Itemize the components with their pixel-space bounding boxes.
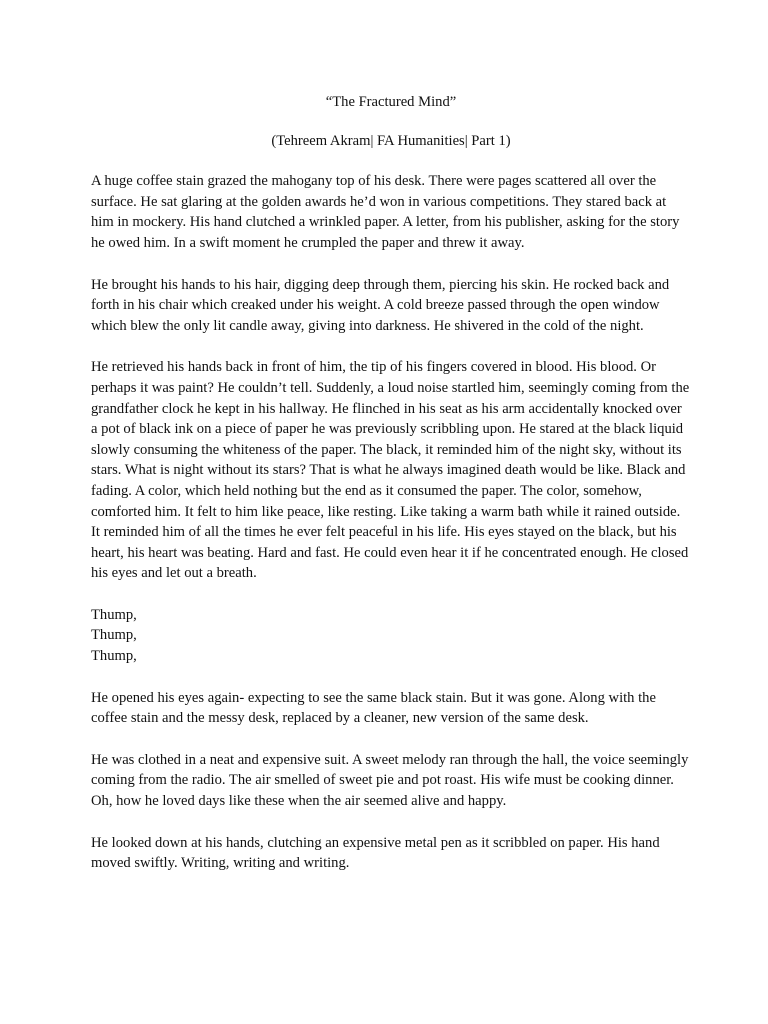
document-page (91, 92, 691, 895)
thump-line: Thump, (91, 648, 137, 665)
paragraph-2: He brought his hands to his hair, digging deep through them, piercing his skin. He rocked back and forth in his chair which creaked under his weight. A cold breeze passed through the open window which blew the only lit candle away, giving into darkness. He shivered in the cold of the night. (91, 276, 670, 334)
thump-line: Thump, (91, 606, 137, 623)
paragraph-1: A huge coffee stain grazed the mahogany top of his desk. There were pages scattered all over the surface. He sat glaring at the golden awards he’d won in various competitions. They stared back at him in mockery. His hand clutched a wrinkled paper. A letter, from his publisher, asking for the story he owed him. In a swift moment he crumpled the paper and threw it away. (91, 173, 680, 251)
paragraph-5: He was clothed in a neat and expensive suit. A sweet melody ran through the hall, the voice seemingly coming from the radio. The air smelled of sweet pie and pot roast. His wife must be cooking dinner. Oh, how he loved days like these when the air seemed alive and happy. (91, 751, 689, 810)
paragraph-3: He retrieved his hands back in front of him, the tip of his fingers covered in blood. His blood. Or perhaps it was paint? He couldn’t tell. Suddenly, a loud noise startled him, seemingly coming from the grandfather clock he kept in his hallway. He flinched in his seat as his arm accidentally knocked over a pot of black ink on a piece of paper he was previously scribbling upon. He stared at the black liquid slowly consuming the whiteness of the paper. The black, it reminded him of the night sky, without its stars. What is night without its stars? That is what he always imagined death would be like. Black and fading. A color, which held nothing but the end as it consumed the paper. The color, somehow, comforted him. It felt to him like peace, like resting. Like taking a warm bath while it rained outside. It reminded him of all the times he ever felt peaceful in his life. His eyes stayed on the black, but his heart, his heart was beating. Hard and fast. He could even hear it if he concentrated enough. He closed his eyes and let out a breath. (91, 359, 690, 582)
story-title: “The Fractured Mind” (325, 94, 457, 110)
author-line: (Tehreem Akram| FA Humanities| Part 1) (271, 132, 511, 149)
paragraph-4: He opened his eyes again- expecting to see the same black stain. But it was gone. Along with the coffee stain and the messy desk, replaced by a cleaner, new version of the same desk. (91, 689, 656, 727)
thump-group (91, 605, 691, 667)
paragraph-6: He looked down at his hands, clutching an expensive metal pen as it scribbled on paper. His hand moved swiftly. Writing, writing and writing. (91, 834, 660, 872)
thump-line: Thump, (91, 627, 137, 644)
